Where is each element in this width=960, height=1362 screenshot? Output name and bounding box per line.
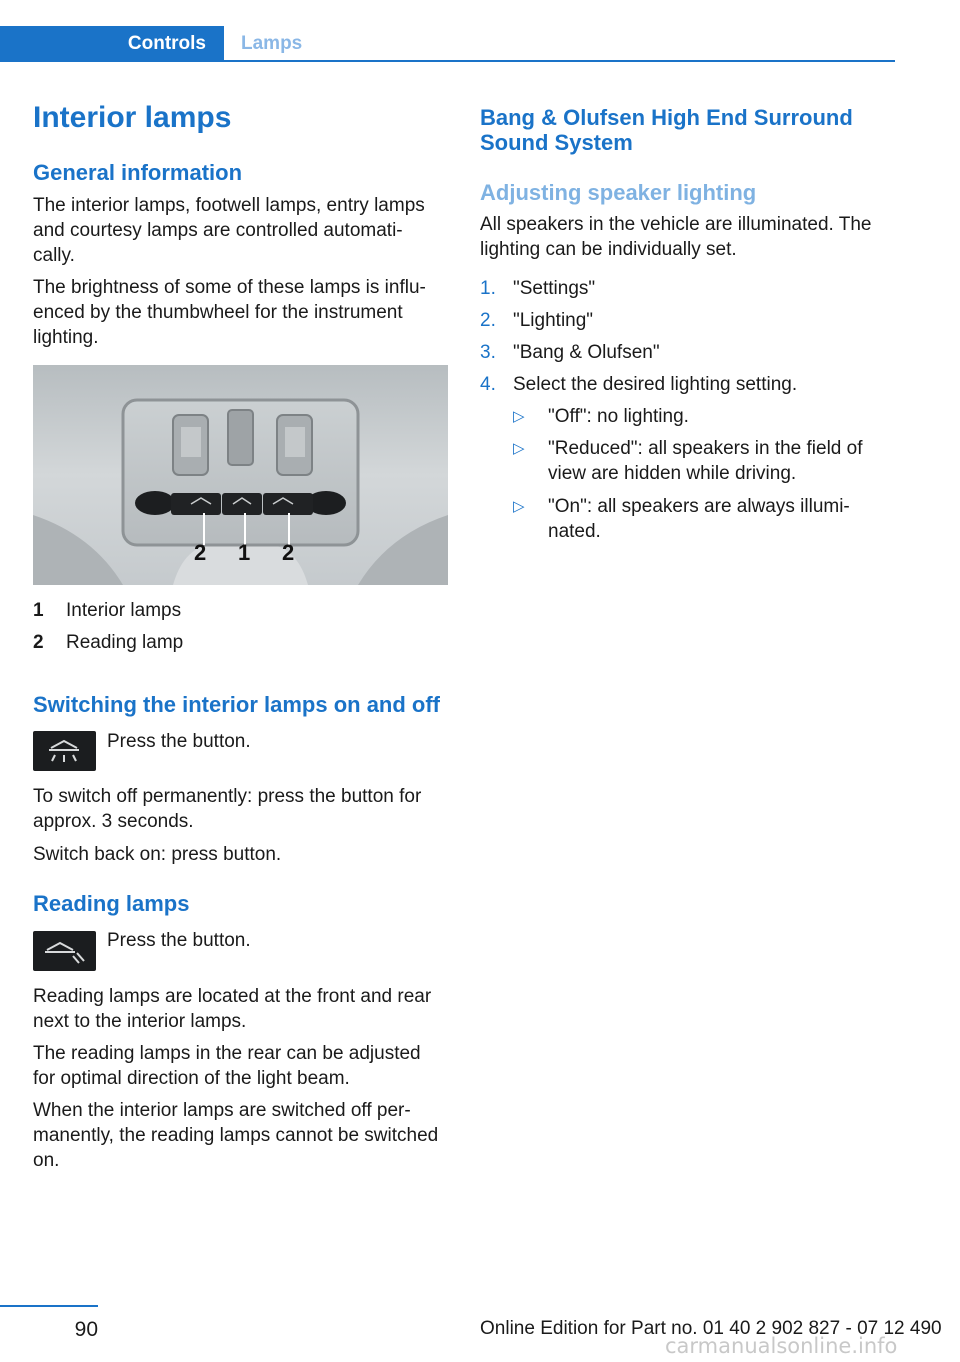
- tab-lamps[interactable]: Lamps: [241, 33, 303, 54]
- callout-label: 1: [238, 540, 251, 565]
- triangle-bullet-icon: ▷: [513, 498, 525, 515]
- triangle-bullet-icon: ▷: [513, 440, 525, 457]
- speaker-lighting-heading: Adjusting speaker lighting: [480, 180, 757, 205]
- text-line: All speakers in the vehicle are illuminated. The: [480, 214, 872, 235]
- step-number: 4.: [480, 374, 496, 395]
- reading-lamp-button-icon: [33, 931, 96, 971]
- online-edition: Online Edition for Part no. 01 40 2 902 827 - 07 12 490: [480, 1318, 942, 1339]
- text-line: view are hidden while driving.: [548, 463, 797, 484]
- legend-num: 1: [33, 600, 44, 621]
- general-paragraph-1: [33, 193, 425, 268]
- switch-paragraph-2: Switch back on: press button.: [33, 844, 282, 865]
- tab-controls[interactable]: Controls: [0, 26, 224, 62]
- text-line: for optimal direction of the light beam.: [33, 1068, 350, 1089]
- callout-label: 2: [194, 540, 207, 565]
- step-text: Select the desired lighting setting.: [513, 374, 798, 395]
- legend-text: Interior lamps: [66, 600, 182, 621]
- text-line: nated.: [548, 521, 601, 542]
- text-line: enced by the thumbwheel for the instrument: [33, 302, 403, 323]
- text-line: approx. 3 seconds.: [33, 811, 194, 832]
- text-line: next to the interior lamps.: [33, 1011, 247, 1032]
- step-number: 1.: [480, 278, 496, 299]
- heading-line: Sound System: [480, 130, 633, 155]
- page-title: Interior lamps: [33, 101, 232, 134]
- bo-heading: [480, 105, 853, 155]
- option-text: "Off": no lighting.: [548, 406, 689, 427]
- switch-press: Press the button.: [107, 731, 251, 752]
- speaker-intro: [480, 212, 871, 262]
- text-line: The interior lamps, footwell lamps, entry lamps: [33, 195, 425, 216]
- option-text: [548, 494, 850, 544]
- reading-press: Press the button.: [107, 930, 251, 951]
- text-line: on.: [33, 1150, 60, 1171]
- legend-text: Reading lamp: [66, 632, 184, 653]
- option-text: [548, 436, 863, 486]
- general-paragraph-2: [33, 275, 426, 350]
- text-line: The reading lamps in the rear can be adjusted: [33, 1043, 421, 1064]
- page-number: 90: [74, 1318, 98, 1341]
- text-line: and courtesy lamps are controlled automati‐: [33, 220, 403, 241]
- step-number: 3.: [480, 342, 496, 363]
- general-info-heading: General information: [33, 160, 243, 185]
- text-line: Reading lamps are located at the front and rear: [33, 986, 432, 1007]
- switch-heading: Switching the interior lamps on and off: [33, 692, 441, 717]
- interior-lamp-button-icon: [33, 731, 96, 771]
- switch-paragraph-1: [33, 784, 421, 834]
- reading-paragraph-1: [33, 984, 431, 1034]
- text-line: manently, the reading lamps cannot be switched: [33, 1125, 439, 1146]
- text-line: cally.: [33, 245, 75, 266]
- step-text: "Bang & Olufsen": [513, 342, 660, 363]
- text-line: When the interior lamps are switched off per‐: [33, 1100, 411, 1121]
- text-line: "Reduced": all speakers in the field of: [548, 438, 863, 459]
- callout-label: 2: [282, 540, 295, 565]
- footer-rule: [0, 1305, 98, 1307]
- heading-line: Bang & Olufsen High End Surround: [480, 105, 853, 130]
- watermark: carmanualsonline.info: [665, 1334, 898, 1358]
- step-text: "Lighting": [513, 310, 594, 331]
- triangle-bullet-icon: ▷: [513, 408, 525, 425]
- text-line: lighting.: [33, 327, 99, 348]
- reading-heading: Reading lamps: [33, 891, 190, 916]
- reading-paragraph-3: [33, 1098, 438, 1173]
- legend-num: 2: [33, 632, 44, 653]
- reading-paragraph-2: [33, 1041, 421, 1091]
- text-line: "On": all speakers are always illumi‐: [548, 496, 850, 517]
- text-line: lighting can be individually set.: [480, 239, 737, 260]
- text-line: To switch off permanently: press the button for: [33, 786, 422, 807]
- text-line: The brightness of some of these lamps is influ‐: [33, 277, 426, 298]
- step-text: "Settings": [513, 278, 596, 299]
- header-rule: [0, 60, 895, 62]
- step-number: 2.: [480, 310, 496, 331]
